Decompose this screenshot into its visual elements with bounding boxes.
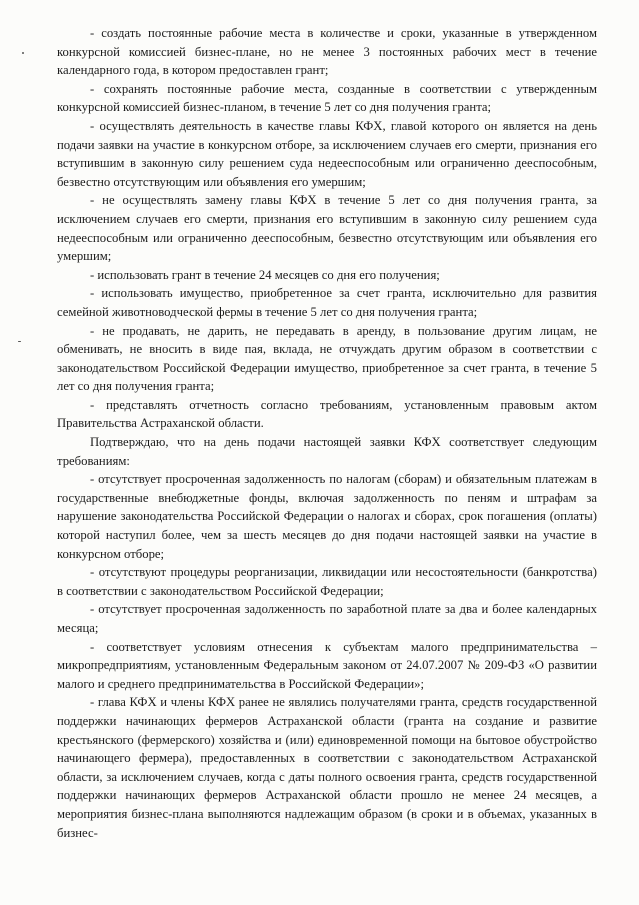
paragraph: - не продавать, не дарить, не передавать в аренду, в пользование другим лицам, не обменивать, не вносить в виде пая, вклада, не отчуждать другим образом в соответствии с законодательством Российской Федерации имущество, приобретенное за счет гранта, в течение 5 лет со дня получения гранта; [57,323,597,394]
paragraph: - глава КФХ и члены КФХ ранее не являлись получателями гранта, средств государственной поддержки начинающих фермеров Астраханской области (гранта на создание и развитие крестьянского (фермерского) хозяйства и (или) единовременной помощи на бытовое обустройство начинающего фермера), предоставленных в соответствии с законодательством Астраханской области, за исключением случаев, когда с даты полного освоения гранта, средств государственной поддержки начинающих фермеров Астраханской области прошло не менее 24 месяцев, а мероприятия бизнес-плана выполняются надлежащим образом (в сроки и в объемах, указанных в бизнес- [57,695,597,840]
paragraph: - создать постоянные рабочие места в количестве и сроки, указанные в утвержденном конкурсной комиссией бизнес-плане, но не менее 3 постоянных рабочих мест в течение календарного года, в котором предоставлен грант; [57,26,597,78]
paragraph: - представлять отчетность согласно требованиям, установленным правовым актом Правительства Астраханской области. [57,397,597,431]
paragraph: - использовать грант в течение 24 месяцев со дня его получения; [90,267,440,282]
paragraph: - не осуществлять замену главы КФХ в течение 5 лет со дня получения гранта, за исключением случаев его смерти, признания его вступившим в законную силу решением суда недееспособным или ограниченно дееспособным, безвестно отсутствующим или объявления его умершим; [57,193,597,264]
paragraph: - отсутствуют процедуры реорганизации, ликвидации или несостоятельности (банкротства) в соответствии с законодательством Российской Федерации; [57,565,597,598]
confirmation-intro: Подтверждаю, что на день подачи настоящей заявки КФХ соответствует следующим требованиям: [57,435,597,468]
paragraph: - осуществлять деятельность в качестве главы КФХ, главой которого он является на день подачи заявки на участие в конкурсном отборе, за исключением случаев его смерти, признания его вступившим в законную силу решением суда недееспособным или ограниченно дееспособным, безвестно отсутствующим или объявления его умершим; [57,118,597,189]
scan-speck [22,52,24,54]
paragraph: - сохранять постоянные рабочие места, созданные в соответствии с утвержденным конкурсной комиссией бизнес-планом, в течение 5 лет со дня получения гранта; [57,81,597,115]
paragraph: - отсутствует просроченная задолженность по заработной плате за два и более календарных месяца; [57,602,597,635]
paragraph: - использовать имущество, приобретенное за счет гранта, исключительно для развития семейной животноводческой фермы в течение 5 лет со дня получения гранта; [57,286,597,319]
paragraph: - отсутствует просроченная задолженность по налогам (сборам) и обязательным платежам в государственные внебюджетные фонды, включая задолженность по пеням и штрафам за нарушение законодательства Российской Федерации о налогах и сборах, срок погашения (оплаты) которой наступил более, чем за шесть месяцев до дня подачи настоящей заявки на участие в конкурсном отборе; [57,472,597,561]
document-body [57,24,597,842]
paragraph: - соответствует условиям отнесения к субъектам малого предпринимательства – микропредприятиям, установленным Федеральным законом от 24.07.2007 № 209-ФЗ «О развитии малого и среднего предпринимательства в Российской Федерации»; [57,639,597,691]
scan-speck [18,341,21,342]
